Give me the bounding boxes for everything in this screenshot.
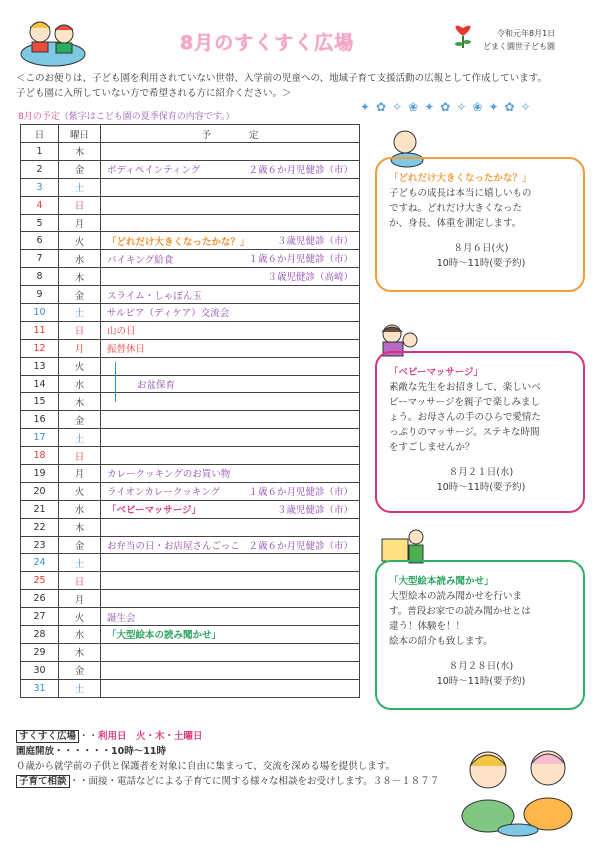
day-cell: 5 <box>21 214 59 232</box>
day-cell: 17 <box>21 429 59 447</box>
event-cell <box>101 357 360 375</box>
event-text: お弁当の日・お店屋さんごっこ <box>107 541 240 553</box>
card-body-line: ビーマッサージを親子で楽しみまし <box>389 397 541 408</box>
event-text: ライオンカレークッキング <box>107 487 221 499</box>
event-text: お盆保育 <box>137 380 176 392</box>
event-cell <box>101 214 360 232</box>
weekday-cell: 金 <box>59 661 101 679</box>
card-body-line: っぷりのマッサージ。ステキな時間 <box>389 427 540 438</box>
weekday-cell: 月 <box>59 465 101 483</box>
weekday-cell: 木 <box>59 143 101 161</box>
event-text: バイキング給食 <box>107 254 174 266</box>
footer-line-4 <box>16 774 486 789</box>
weekday-cell: 日 <box>59 196 101 214</box>
event-cell <box>101 196 360 214</box>
table-row <box>21 518 360 536</box>
event-card-picture-book <box>375 560 585 710</box>
footer-line-1 <box>16 729 486 744</box>
weekday-cell: 月 <box>59 214 101 232</box>
event-cell <box>101 661 360 679</box>
schedule-table <box>20 124 360 698</box>
day-cell: 3 <box>21 178 59 196</box>
checkup-text: １歳６か月児健診（市） <box>248 254 353 266</box>
checkup-text: ２歳６か月児健診（市） <box>248 540 353 552</box>
weekday-cell: 火 <box>59 608 101 626</box>
event-cell <box>101 500 360 518</box>
schedule-title: 8月の予定 <box>18 112 60 122</box>
decorative-sparkle-row: ✦✿✧❀✦✿✧❀✦✿✧ <box>360 100 537 114</box>
header-day: 日 <box>21 125 59 143</box>
table-row <box>21 661 360 679</box>
event-cell <box>101 679 360 697</box>
footer-garden-time: ・・・・・・10時～11時 <box>54 746 166 757</box>
weekday-cell: 土 <box>59 679 101 697</box>
event-cell <box>101 268 360 286</box>
card-body-line: す。普段お家での読み聞かせとは <box>389 606 531 617</box>
event-cell <box>101 160 360 178</box>
event-cell <box>101 143 360 161</box>
day-cell: 25 <box>21 572 59 590</box>
event-cell <box>101 375 360 393</box>
card-body-line: ょう。お母さんの手のひらで愛情た <box>389 412 541 423</box>
card-body-line: をすごしませんか？ <box>389 442 475 453</box>
weekday-cell: 金 <box>59 160 101 178</box>
footer-consult-text: ・・面接・電話などによる子育てに関する様々な相談をお受けします。３８－１８７７ <box>69 776 440 787</box>
event-cell <box>101 447 360 465</box>
day-cell: 27 <box>21 608 59 626</box>
weekday-cell: 火 <box>59 357 101 375</box>
weekday-cell: 土 <box>59 429 101 447</box>
card-time: 10時～11時(要予約) <box>436 258 526 269</box>
table-row <box>21 590 360 608</box>
footer-dots: ・・ <box>79 731 99 742</box>
weekday-cell: 月 <box>59 590 101 608</box>
table-row <box>21 572 360 590</box>
table-header-row <box>21 125 360 143</box>
day-cell: 28 <box>21 626 59 644</box>
children-pool-illustration <box>18 10 88 70</box>
day-cell: 21 <box>21 500 59 518</box>
event-cell <box>101 590 360 608</box>
table-row <box>21 536 360 554</box>
weekday-cell: 水 <box>59 250 101 268</box>
day-cell: 14 <box>21 375 59 393</box>
card-time: 10時～11時(要予約) <box>436 482 526 493</box>
day-cell: 2 <box>21 160 59 178</box>
event-cell <box>101 536 360 554</box>
day-cell: 22 <box>21 518 59 536</box>
table-row <box>21 160 360 178</box>
event-text: カレークッキングのお買い物 <box>107 469 231 481</box>
card-title: 「どれだけ大きくなったかな？」 <box>389 173 532 184</box>
table-row <box>21 429 360 447</box>
event-cell <box>101 339 360 357</box>
event-text: サルビア（ディケア）交流会 <box>107 308 230 320</box>
weekday-cell: 水 <box>59 500 101 518</box>
card-body-line: 大型絵本の読み聞かせを行いま <box>389 591 523 602</box>
event-text: 「どれだけ大きくなったかな？」 <box>107 236 250 248</box>
footer-line-3: ０歳から就学前の子供と保護者を対象に自由に集まって、交流を深める場を提供します。 <box>16 761 396 772</box>
intro-text <box>16 71 586 101</box>
checkup-text: ２歳６か月児健診（市） <box>248 164 353 176</box>
event-cell <box>101 429 360 447</box>
day-cell: 1 <box>21 143 59 161</box>
card-title: 「ベビーマッサージ」 <box>389 367 484 378</box>
table-row <box>21 143 360 161</box>
weekday-cell: 水 <box>59 375 101 393</box>
event-cell <box>101 482 360 500</box>
footer-line-2 <box>16 744 486 759</box>
event-cell <box>101 572 360 590</box>
page-title: 8月のすくすく広場 <box>180 32 355 54</box>
card-time: 10時～11時(要予約) <box>436 676 526 687</box>
event-cell <box>101 393 360 411</box>
table-row <box>21 447 360 465</box>
event-text: ボディペインティング <box>107 165 201 177</box>
day-cell: 24 <box>21 554 59 572</box>
table-row <box>21 482 360 500</box>
organization-name: どまく園世子ども園 <box>483 42 555 51</box>
event-cell <box>101 518 360 536</box>
table-row <box>21 626 360 644</box>
day-cell: 20 <box>21 482 59 500</box>
event-card-measurement <box>375 157 585 292</box>
day-cell: 12 <box>21 339 59 357</box>
weekday-cell: 金 <box>59 536 101 554</box>
day-cell: 9 <box>21 286 59 304</box>
table-row <box>21 357 360 375</box>
event-cell <box>101 286 360 304</box>
header-weekday: 曜日 <box>59 125 101 143</box>
weekday-cell: 木 <box>59 518 101 536</box>
event-text: スライム・しゃぼん玉 <box>107 290 202 302</box>
table-row <box>21 500 360 518</box>
event-cell <box>101 465 360 483</box>
footer-label-garden: 園庭開放 <box>16 746 55 757</box>
table-row <box>21 643 360 661</box>
day-cell: 30 <box>21 661 59 679</box>
day-cell: 23 <box>21 536 59 554</box>
weekday-cell: 金 <box>59 411 101 429</box>
weekday-cell: 水 <box>59 626 101 644</box>
heart-flower-icon <box>452 24 474 52</box>
table-row <box>21 250 360 268</box>
table-row <box>21 286 360 304</box>
table-row <box>21 232 360 250</box>
card-body-line: か、身長、体重を測定します。 <box>389 218 522 229</box>
day-cell: 16 <box>21 411 59 429</box>
table-row <box>21 554 360 572</box>
day-cell: 4 <box>21 196 59 214</box>
table-row <box>21 178 360 196</box>
table-row <box>21 679 360 697</box>
table-row <box>21 321 360 339</box>
issue-date: 令和元年8月1日 <box>497 29 556 38</box>
event-cell <box>101 250 360 268</box>
event-text: 山の日 <box>107 326 136 338</box>
day-cell: 15 <box>21 393 59 411</box>
weekday-cell: 木 <box>59 268 101 286</box>
event-cell <box>101 321 360 339</box>
event-cell <box>101 608 360 626</box>
event-cell <box>101 304 360 322</box>
event-cell <box>101 232 360 250</box>
weekday-cell: 土 <box>59 554 101 572</box>
card-body-line: 違う！体験を！！ <box>389 621 466 632</box>
card-body-line: ですね。どれだけ大きくなった <box>389 203 523 214</box>
day-cell: 11 <box>21 321 59 339</box>
weekday-cell: 火 <box>59 232 101 250</box>
weekday-cell: 木 <box>59 393 101 411</box>
card-body-line: 子どもの成長は本当に嬉しいもの <box>389 188 532 199</box>
day-cell: 18 <box>21 447 59 465</box>
card-body-line: 絵本の紹介も致します。 <box>389 636 493 647</box>
event-cell <box>101 643 360 661</box>
table-row <box>21 393 360 411</box>
day-cell: 10 <box>21 304 59 322</box>
footer-usage-days: 利用日 火・木・土曜日 <box>98 731 203 742</box>
card-date: ８月２１日(水) <box>448 467 514 478</box>
day-cell: 6 <box>21 232 59 250</box>
checkup-text: ３歳児健診（市） <box>276 504 353 516</box>
weekday-cell: 土 <box>59 178 101 196</box>
table-row <box>21 465 360 483</box>
day-cell: 26 <box>21 590 59 608</box>
intro-line: 子ども園に入所していない方で希望される方に紹介ください。＞ <box>16 88 292 99</box>
intro-line: ＜このお便りは、子ども園を利用されていない世帯、入学前の児童への、地域子育て支援活動の広報として作成しています。 <box>16 73 547 84</box>
weekday-cell: 日 <box>59 447 101 465</box>
schedule-note: （紫字はこども園の夏季保育の内容です。） <box>59 112 235 122</box>
table-row <box>21 411 360 429</box>
event-text: 「ベビーマッサージ」 <box>107 505 202 517</box>
day-cell: 8 <box>21 268 59 286</box>
day-cell: 29 <box>21 643 59 661</box>
event-text: 振替休日 <box>107 344 146 356</box>
weekday-cell: 月 <box>59 339 101 357</box>
footer-label-consult: 子育て相談 <box>16 775 70 788</box>
table-row <box>21 375 360 393</box>
checkup-text: １歳６か月児健診（市） <box>248 486 353 498</box>
table-row <box>21 304 360 322</box>
day-cell: 19 <box>21 465 59 483</box>
card-body-line: 素敵な先生をお招きして、楽しいベ <box>389 382 541 393</box>
table-row <box>21 608 360 626</box>
day-cell: 31 <box>21 679 59 697</box>
table-row <box>21 214 360 232</box>
weekday-cell: 土 <box>59 304 101 322</box>
event-card-baby-massage <box>375 351 585 513</box>
footer-info <box>16 729 486 789</box>
event-cell <box>101 411 360 429</box>
checkup-text: ３歳児健診（高崎） <box>267 272 353 284</box>
table-row <box>21 196 360 214</box>
weekday-cell: 金 <box>59 286 101 304</box>
schedule-heading <box>18 109 235 122</box>
footer-label-plaza: すくすく広場 <box>16 730 79 743</box>
weekday-cell: 火 <box>59 482 101 500</box>
event-cell <box>101 178 360 196</box>
event-text: 「大型絵本の読み聞かせ」 <box>107 630 222 642</box>
card-title: 「大型絵本読み聞かせ」 <box>389 576 494 587</box>
table-row <box>21 268 360 286</box>
table-row <box>21 339 360 357</box>
card-date: ８月２８日(水) <box>448 661 514 672</box>
weekday-cell: 木 <box>59 643 101 661</box>
header-plan: 予 定 <box>101 125 360 143</box>
event-text: 誕生会 <box>107 612 136 624</box>
day-cell: 13 <box>21 357 59 375</box>
weekday-cell: 日 <box>59 572 101 590</box>
event-cell <box>101 554 360 572</box>
checkup-text: ３歳児健診（市） <box>276 236 353 248</box>
day-cell: 7 <box>21 250 59 268</box>
card-date: ８月６日(火) <box>453 243 509 254</box>
weekday-cell: 日 <box>59 321 101 339</box>
event-cell <box>101 626 360 644</box>
